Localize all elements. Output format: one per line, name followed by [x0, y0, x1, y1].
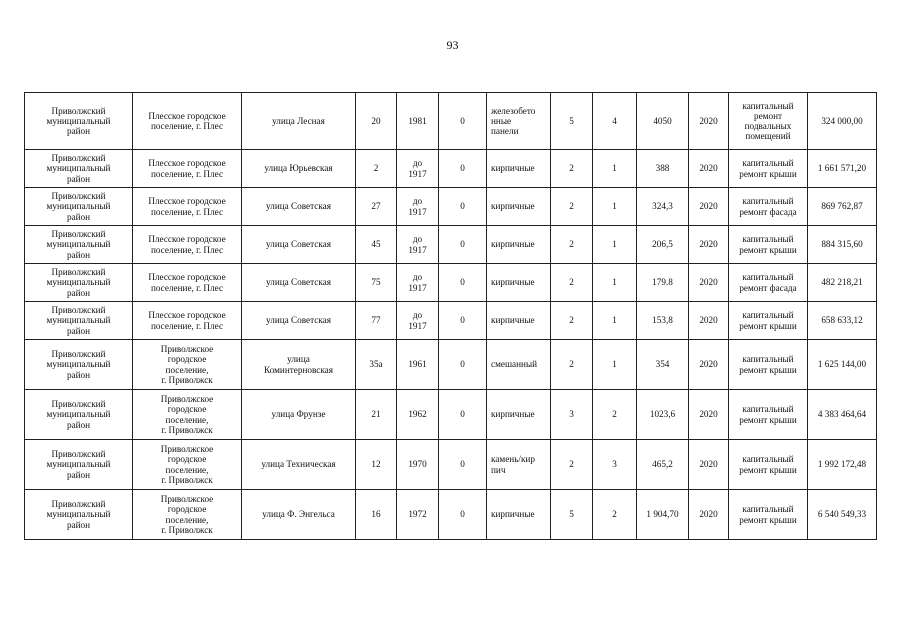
cell-house: 77: [356, 302, 397, 340]
cell-flag: 0: [439, 490, 487, 540]
cell-house: 45: [356, 226, 397, 264]
cell-plan-year: 2020: [689, 188, 729, 226]
cell-material: кирпичные: [487, 264, 551, 302]
cell-house: 35а: [356, 340, 397, 390]
cell-settlement: Приволжское городское поселение, г. Приволжск: [133, 340, 242, 390]
cell-street: улица Коминтерновская: [242, 340, 356, 390]
table-row: [25, 340, 877, 390]
cell-floors: 2: [551, 150, 593, 188]
cell-area: 4050: [637, 93, 689, 150]
cell-entrances: 2: [593, 390, 637, 440]
cell-house: 75: [356, 264, 397, 302]
cell-cost: 658 633,12: [808, 302, 877, 340]
cell-flag: 0: [439, 93, 487, 150]
cell-settlement: Плесское городское поселение, г. Плес: [133, 93, 242, 150]
cell-floors: 2: [551, 340, 593, 390]
cell-area: 153,8: [637, 302, 689, 340]
cell-district: Приволжский муниципальный район: [25, 93, 133, 150]
cell-district: Приволжский муниципальный район: [25, 188, 133, 226]
cell-flag: 0: [439, 340, 487, 390]
cell-material: камень/кир пич: [487, 440, 551, 490]
cell-house: 27: [356, 188, 397, 226]
cell-area: 1023,6: [637, 390, 689, 440]
cell-district: Приволжский муниципальный район: [25, 150, 133, 188]
cell-floors: 2: [551, 188, 593, 226]
cell-cost: 324 000,00: [808, 93, 877, 150]
cell-house: 2: [356, 150, 397, 188]
cell-year: 1972: [397, 490, 439, 540]
cell-flag: 0: [439, 440, 487, 490]
table-row: [25, 150, 877, 188]
cell-plan-year: 2020: [689, 390, 729, 440]
cell-floors: 2: [551, 440, 593, 490]
repair-registry-table: [24, 92, 877, 540]
page-number: 93: [446, 38, 459, 52]
cell-material: кирпичные: [487, 390, 551, 440]
cell-area: 388: [637, 150, 689, 188]
cell-district: Приволжский муниципальный район: [25, 302, 133, 340]
cell-settlement: Плесское городское поселение, г. Плес: [133, 264, 242, 302]
cell-plan-year: 2020: [689, 150, 729, 188]
cell-year: 1970: [397, 440, 439, 490]
cell-floors: 5: [551, 490, 593, 540]
cell-material: кирпичные: [487, 150, 551, 188]
cell-area: 324,3: [637, 188, 689, 226]
cell-year: 1962: [397, 390, 439, 440]
cell-house: 16: [356, 490, 397, 540]
table-row: [25, 264, 877, 302]
table-row: [25, 302, 877, 340]
cell-area: 1 904,70: [637, 490, 689, 540]
cell-entrances: 1: [593, 302, 637, 340]
cell-work: капитальный ремонт фасада: [729, 264, 808, 302]
cell-cost: 869 762,87: [808, 188, 877, 226]
cell-settlement: Плесское городское поселение, г. Плес: [133, 150, 242, 188]
table-row: [25, 226, 877, 264]
cell-settlement: Приволжское городское поселение, г. Приволжск: [133, 390, 242, 440]
cell-work: капитальный ремонт фасада: [729, 188, 808, 226]
cell-area: 465,2: [637, 440, 689, 490]
cell-material: железобето нные панели: [487, 93, 551, 150]
cell-material: кирпичные: [487, 302, 551, 340]
cell-street: улица Юрьевская: [242, 150, 356, 188]
cell-district: Приволжский муниципальный район: [25, 490, 133, 540]
cell-floors: 3: [551, 390, 593, 440]
cell-flag: 0: [439, 264, 487, 302]
cell-cost: 6 540 549,33: [808, 490, 877, 540]
cell-flag: 0: [439, 390, 487, 440]
cell-work: капитальный ремонт крыши: [729, 226, 808, 264]
cell-district: Приволжский муниципальный район: [25, 390, 133, 440]
cell-cost: 884 315,60: [808, 226, 877, 264]
cell-year: до 1917: [397, 150, 439, 188]
cell-flag: 0: [439, 188, 487, 226]
cell-street: улица Советская: [242, 226, 356, 264]
cell-cost: 1 661 571,20: [808, 150, 877, 188]
cell-entrances: 1: [593, 226, 637, 264]
cell-floors: 2: [551, 226, 593, 264]
table-row: [25, 188, 877, 226]
cell-district: Приволжский муниципальный район: [25, 440, 133, 490]
cell-year: до 1917: [397, 188, 439, 226]
cell-year: 1981: [397, 93, 439, 150]
cell-house: 21: [356, 390, 397, 440]
cell-entrances: 1: [593, 150, 637, 188]
cell-street: улица Советская: [242, 264, 356, 302]
cell-flag: 0: [439, 150, 487, 188]
cell-street: улица Фрунзе: [242, 390, 356, 440]
cell-street: улица Советская: [242, 302, 356, 340]
cell-street: улица Ф. Энгельса: [242, 490, 356, 540]
cell-work: капитальный ремонт крыши: [729, 440, 808, 490]
cell-work: капитальный ремонт подвальных помещений: [729, 93, 808, 150]
cell-plan-year: 2020: [689, 340, 729, 390]
cell-settlement: Приволжское городское поселение, г. Приволжск: [133, 490, 242, 540]
cell-entrances: 1: [593, 188, 637, 226]
cell-district: Приволжский муниципальный район: [25, 226, 133, 264]
cell-area: 206,5: [637, 226, 689, 264]
cell-work: капитальный ремонт крыши: [729, 340, 808, 390]
cell-entrances: 4: [593, 93, 637, 150]
cell-work: капитальный ремонт крыши: [729, 390, 808, 440]
cell-floors: 2: [551, 302, 593, 340]
cell-material: кирпичные: [487, 226, 551, 264]
cell-settlement: Плесское городское поселение, г. Плес: [133, 302, 242, 340]
cell-district: Приволжский муниципальный район: [25, 264, 133, 302]
table-body: [25, 93, 877, 540]
cell-street: улица Советская: [242, 188, 356, 226]
cell-year: до 1917: [397, 226, 439, 264]
cell-settlement: Плесское городское поселение, г. Плес: [133, 188, 242, 226]
cell-house: 12: [356, 440, 397, 490]
cell-work: капитальный ремонт крыши: [729, 302, 808, 340]
cell-material: кирпичные: [487, 490, 551, 540]
cell-street: улица Лесная: [242, 93, 356, 150]
cell-entrances: 3: [593, 440, 637, 490]
cell-settlement: Приволжское городское поселение, г. Приволжск: [133, 440, 242, 490]
cell-plan-year: 2020: [689, 440, 729, 490]
cell-cost: 4 383 464,64: [808, 390, 877, 440]
cell-area: 179.8: [637, 264, 689, 302]
table-row: [25, 390, 877, 440]
cell-work: капитальный ремонт крыши: [729, 490, 808, 540]
cell-district: Приволжский муниципальный район: [25, 340, 133, 390]
cell-plan-year: 2020: [689, 302, 729, 340]
cell-settlement: Плесское городское поселение, г. Плес: [133, 226, 242, 264]
cell-cost: 482 218,21: [808, 264, 877, 302]
cell-flag: 0: [439, 302, 487, 340]
cell-year: до 1917: [397, 302, 439, 340]
cell-plan-year: 2020: [689, 264, 729, 302]
table-row: [25, 490, 877, 540]
cell-street: улица Техническая: [242, 440, 356, 490]
cell-floors: 2: [551, 264, 593, 302]
cell-year: 1961: [397, 340, 439, 390]
cell-cost: 1 992 172,48: [808, 440, 877, 490]
cell-work: капитальный ремонт крыши: [729, 150, 808, 188]
cell-material: кирпичные: [487, 188, 551, 226]
cell-entrances: 1: [593, 264, 637, 302]
cell-cost: 1 625 144,00: [808, 340, 877, 390]
cell-plan-year: 2020: [689, 226, 729, 264]
table-row: [25, 440, 877, 490]
cell-plan-year: 2020: [689, 93, 729, 150]
cell-year: до 1917: [397, 264, 439, 302]
cell-area: 354: [637, 340, 689, 390]
cell-house: 20: [356, 93, 397, 150]
cell-entrances: 2: [593, 490, 637, 540]
cell-plan-year: 2020: [689, 490, 729, 540]
cell-flag: 0: [439, 226, 487, 264]
cell-entrances: 1: [593, 340, 637, 390]
table-row: [25, 93, 877, 150]
cell-material: смешанный: [487, 340, 551, 390]
cell-floors: 5: [551, 93, 593, 150]
